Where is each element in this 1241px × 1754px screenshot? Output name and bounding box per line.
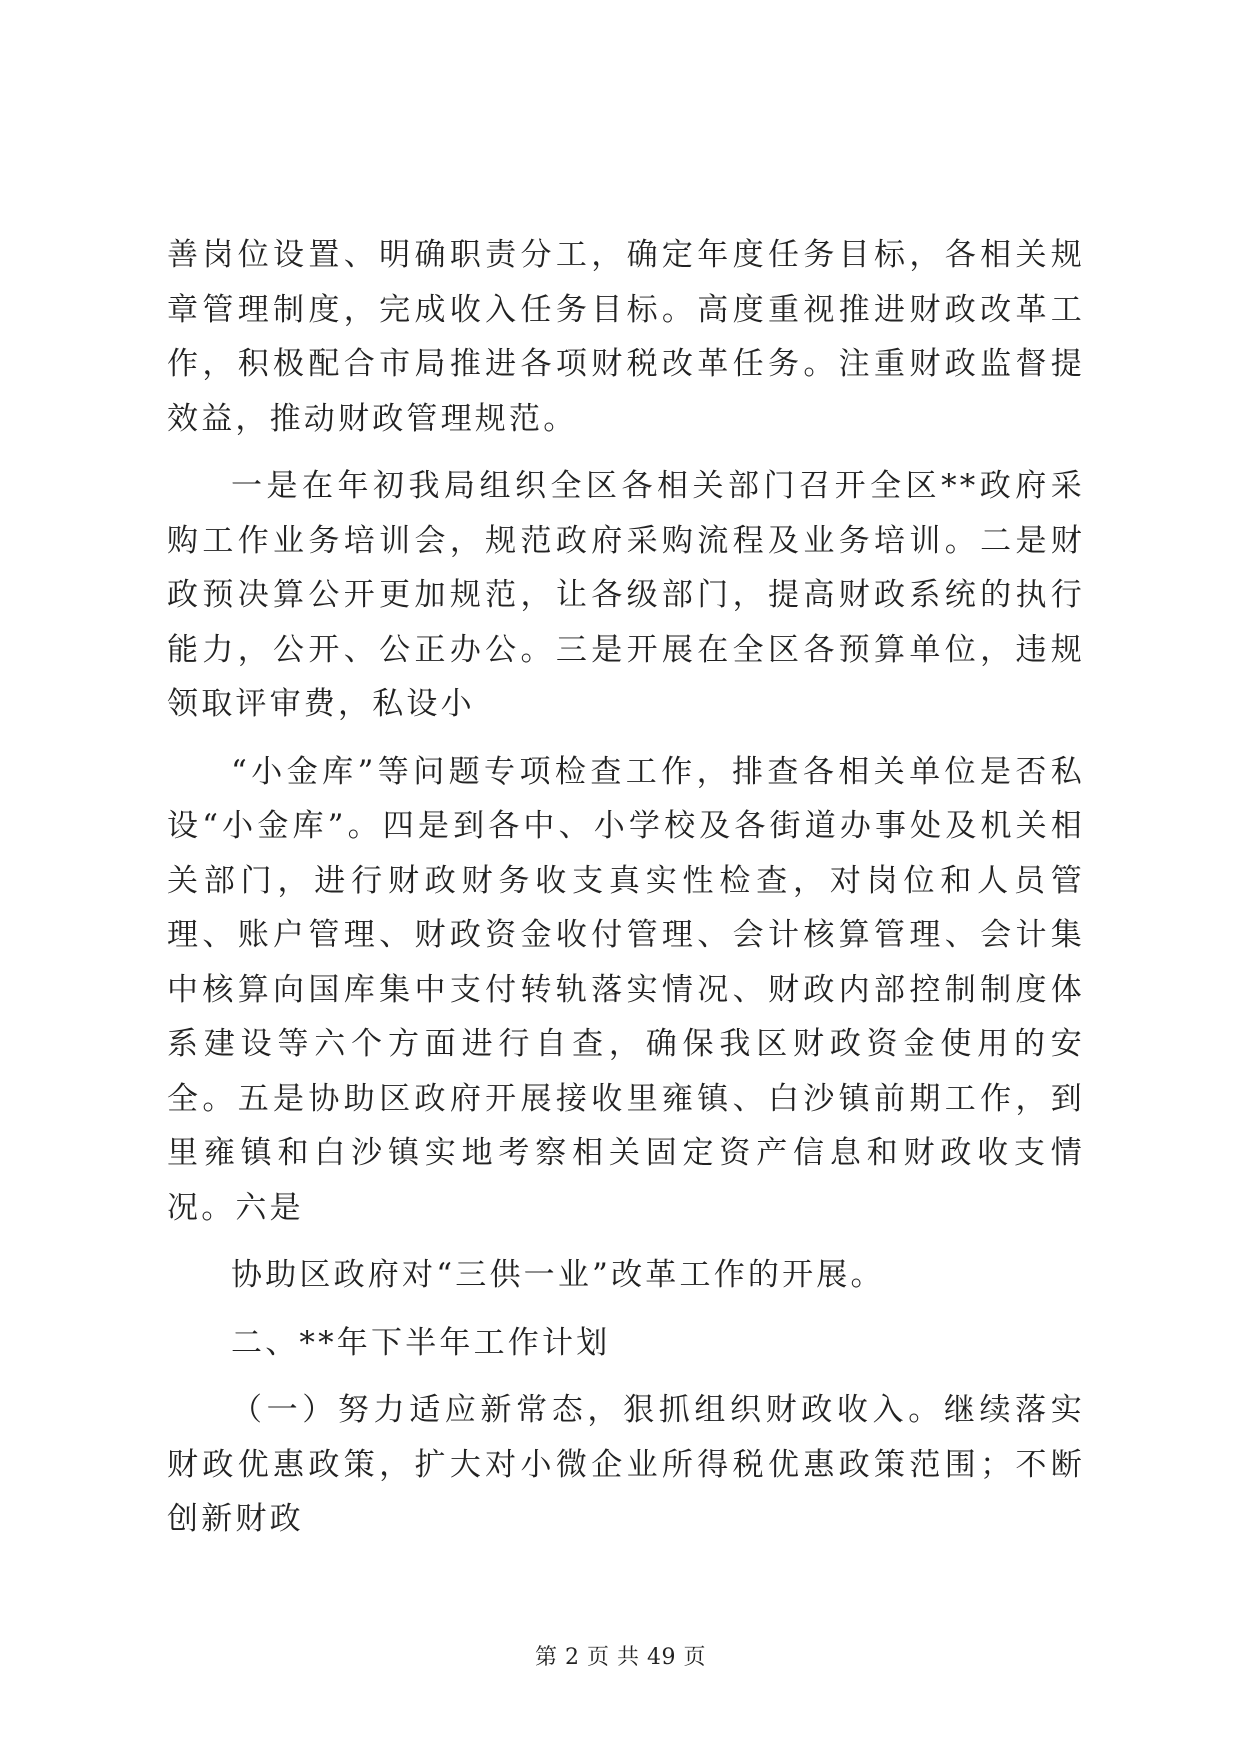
paragraph-work-items-3: 协助区政府对“三供一业”改革工作的开展。 — [231, 1257, 885, 1293]
paragraph-continued: 善岗位设置、明确职责分工，确定年度任务目标，各相关规章管理制度，完成收入任务目标。高度重视推进财政改革工作，积极配合市局推进各项财税改革任务。注重财政监督提效益，推动财政管理规范。 — [167, 237, 1085, 437]
section-heading: 二、**年下半年工作计划 — [231, 1324, 611, 1361]
paragraph-work-items-1: 一是在年初我局组织全区各相关部门召开全区**政府采购工作业务培训会，规范政府采购流程及业务培训。二是财政预决算公开更加规范，让各级部门，提高财政系统的执行能力，公开、公正办公。三是开展在全区各预算单位，违规领取评审费，私设小 — [167, 468, 1085, 722]
paragraph-plan-1: （一）努力适应新常态，狠抓组织财政收入。继续落实财政优惠政策，扩大对小微企业所得税优惠政策范围；不断创新财政 — [167, 1392, 1085, 1537]
document-body — [167, 228, 1085, 1560]
paragraph-work-items-2: “小金库”等问题专项检查工作，排查各相关单位是否私设“小金库”。四是到各中、小学校及各街道办事处及机关相关部门，进行财政财务收支真实性检查，对岗位和人员管理、账户管理、财政资金收付管理、会计核算管理、会计集中核算向国库集中支付转轨落实情况、财政内部控制制度体系建设等六个方面进行自查，确保我区财政资金使用的安全。五是协助区政府开展接收里雍镇、白沙镇前期工作，到里雍镇和白沙镇实地考察相关固定资产信息和财政收支情况。六是 — [167, 753, 1085, 1226]
page-footer: 第 2 页 共 49 页 — [535, 1645, 706, 1670]
